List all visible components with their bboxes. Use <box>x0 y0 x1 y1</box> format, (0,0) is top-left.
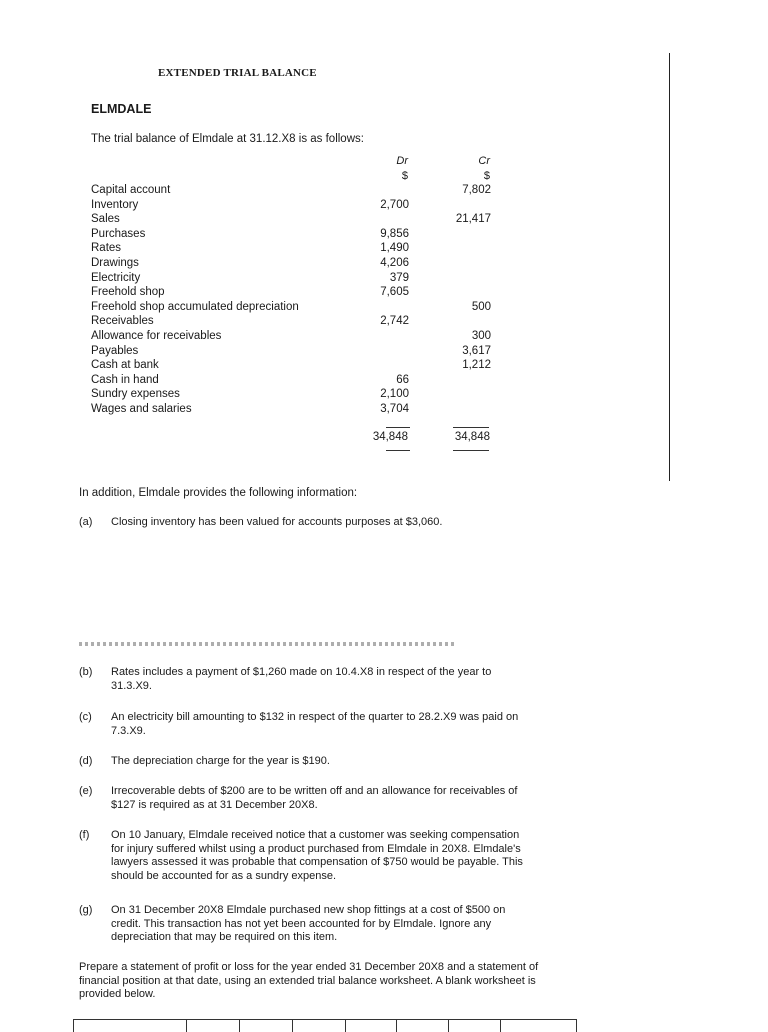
account-row <box>91 212 491 227</box>
account-row <box>91 227 491 242</box>
account-row <box>91 373 491 388</box>
account-credit: 21,417 <box>455 213 491 226</box>
account-credit <box>441 241 491 256</box>
column-gap <box>409 183 441 198</box>
cr-total: 34,848 <box>454 431 490 443</box>
account-credit: 7,802 <box>462 184 491 196</box>
account-row <box>91 314 491 329</box>
account-name: Sundry expenses <box>91 388 180 401</box>
account-credit <box>441 314 491 329</box>
column-gap <box>409 241 441 256</box>
account-debit <box>359 183 409 198</box>
account-debit: 1,490 <box>380 242 409 255</box>
account-row <box>91 198 491 213</box>
account-name: Freehold shop <box>91 286 165 299</box>
column-gap <box>409 198 441 213</box>
account-name: Wages and salaries <box>91 402 192 415</box>
worksheet-column-divider <box>500 1020 501 1032</box>
note-text: On 10 January, Elmdale received notice that a customer was seeking compensation for injury suffered whilst using a product purchased from Elmdale in 20X8. Elmdale's lawyers assessed it was probable that compensation of $750 would be payable. This should be accounted for as a sundry expense. <box>111 829 523 882</box>
blank-worksheet-top <box>73 1019 577 1032</box>
note-text: Rates includes a payment of $1,260 made on 10.4.X8 in respect of the year to 31.3.X9. <box>111 666 492 692</box>
page-margin-line <box>669 53 670 481</box>
column-gap <box>409 285 441 300</box>
account-credit <box>441 402 491 417</box>
account-row <box>91 241 491 256</box>
account-name: Capital account <box>91 184 171 196</box>
account-debit: 2,100 <box>380 388 409 401</box>
note-text: The depreciation charge for the year is $190. <box>111 755 330 767</box>
account-name: Sales <box>91 213 120 226</box>
account-debit: 379 <box>389 271 409 284</box>
column-gap <box>409 344 441 359</box>
column-gap <box>409 314 441 329</box>
account-name: Inventory <box>91 198 139 211</box>
dr-total-bottom-rule <box>386 450 410 451</box>
account-row <box>91 271 491 286</box>
column-gap <box>409 212 441 227</box>
account-name: Drawings <box>91 256 139 269</box>
account-row <box>91 329 491 344</box>
account-name: Allowance for receivables <box>91 329 222 342</box>
account-debit: 2,742 <box>380 315 409 328</box>
cr-total-bottom-rule <box>453 450 489 451</box>
column-gap <box>409 358 441 373</box>
account-row <box>91 402 491 417</box>
note-letter: (e) <box>79 785 93 797</box>
account-row <box>91 300 491 315</box>
account-name: Electricity <box>91 271 141 284</box>
dr-total: 34,848 <box>372 431 408 443</box>
account-name: Cash in hand <box>91 373 159 386</box>
scan-artifact-line <box>79 642 457 646</box>
account-row <box>91 256 491 271</box>
cr-column-label: Cr <box>478 155 490 167</box>
company-name: ELMDALE <box>91 102 152 116</box>
account-credit <box>441 198 491 213</box>
dr-total-top-rule <box>386 427 410 428</box>
account-debit <box>359 344 409 359</box>
account-credit: 500 <box>471 300 491 313</box>
note-text: Irrecoverable debts of $200 are to be written off and an allowance for receivables of $127 is required as at 31 December 20X8. <box>111 785 518 811</box>
worksheet-column-divider <box>448 1020 449 1032</box>
account-debit: 7,605 <box>380 286 409 299</box>
account-credit: 300 <box>471 329 491 342</box>
account-debit: 3,704 <box>380 402 409 415</box>
task-instruction: Prepare a statement of profit or loss for the year ended 31 December 20X8 and a statement of financial position at that date, using an extended trial balance worksheet. A blank worksheet is provided below. <box>79 961 539 1000</box>
column-gap <box>409 300 441 315</box>
account-credit <box>441 271 491 286</box>
account-debit: 2,700 <box>380 198 409 211</box>
account-row <box>91 387 491 402</box>
account-row <box>91 285 491 300</box>
account-debit <box>359 329 409 344</box>
document-heading: EXTENDED TRIAL BALANCE <box>158 67 317 79</box>
account-row <box>91 358 491 373</box>
worksheet-column-divider <box>345 1020 346 1032</box>
account-name: Receivables <box>91 315 154 328</box>
account-name: Freehold shop accumulated depreciation <box>91 300 299 313</box>
column-gap <box>409 402 441 417</box>
account-credit <box>441 387 491 402</box>
note-letter: (b) <box>79 666 93 678</box>
account-row <box>91 344 491 359</box>
account-credit: 1,212 <box>462 359 491 372</box>
note-letter: (a) <box>79 516 93 528</box>
account-name: Rates <box>91 242 122 255</box>
worksheet-column-divider <box>292 1020 293 1032</box>
account-credit <box>441 373 491 388</box>
cr-total-top-rule <box>453 427 489 428</box>
column-gap <box>409 387 441 402</box>
column-gap <box>409 271 441 286</box>
column-gap <box>409 227 441 242</box>
column-gap <box>409 373 441 388</box>
account-name: Purchases <box>91 227 146 240</box>
column-gap <box>409 256 441 271</box>
account-row <box>91 183 491 198</box>
dr-currency-label: $ <box>401 170 408 182</box>
trial-balance-table <box>91 183 491 417</box>
account-debit <box>359 358 409 373</box>
account-credit <box>441 285 491 300</box>
account-debit: 9,856 <box>380 227 409 240</box>
account-credit <box>441 227 491 242</box>
note-letter: (d) <box>79 755 93 767</box>
account-debit: 4,206 <box>380 256 409 269</box>
account-credit: 3,617 <box>462 344 491 357</box>
note-letter: (f) <box>79 829 90 841</box>
worksheet-column-divider <box>396 1020 397 1032</box>
account-name: Cash at bank <box>91 359 159 372</box>
note-text: On 31 December 20X8 Elmdale purchased new shop fittings at a cost of $500 on credit. This transaction has not yet been accounted for by Elmdale. Ignore any depreciation that may be required on this item. <box>111 904 506 943</box>
account-debit: 66 <box>396 373 409 386</box>
note-text: An electricity bill amounting to $132 in respect of the quarter to 28.2.X9 was paid on 7.3.X9. <box>111 711 519 737</box>
account-debit <box>359 212 409 227</box>
note-text: Closing inventory has been valued for accounts purposes at $3,060. <box>111 516 443 528</box>
note-letter: (g) <box>79 904 93 916</box>
account-debit <box>359 300 409 315</box>
column-gap <box>409 329 441 344</box>
worksheet-column-divider <box>186 1020 187 1032</box>
cr-currency-label: $ <box>483 170 490 182</box>
additional-info-intro: In addition, Elmdale provides the following information: <box>79 487 358 499</box>
note-letter: (c) <box>79 711 92 723</box>
trial-balance-intro: The trial balance of Elmdale at 31.12.X8 is as follows: <box>91 133 364 145</box>
dr-column-label: Dr <box>396 155 408 167</box>
account-credit <box>441 256 491 271</box>
account-name: Payables <box>91 344 139 357</box>
worksheet-column-divider <box>239 1020 240 1032</box>
